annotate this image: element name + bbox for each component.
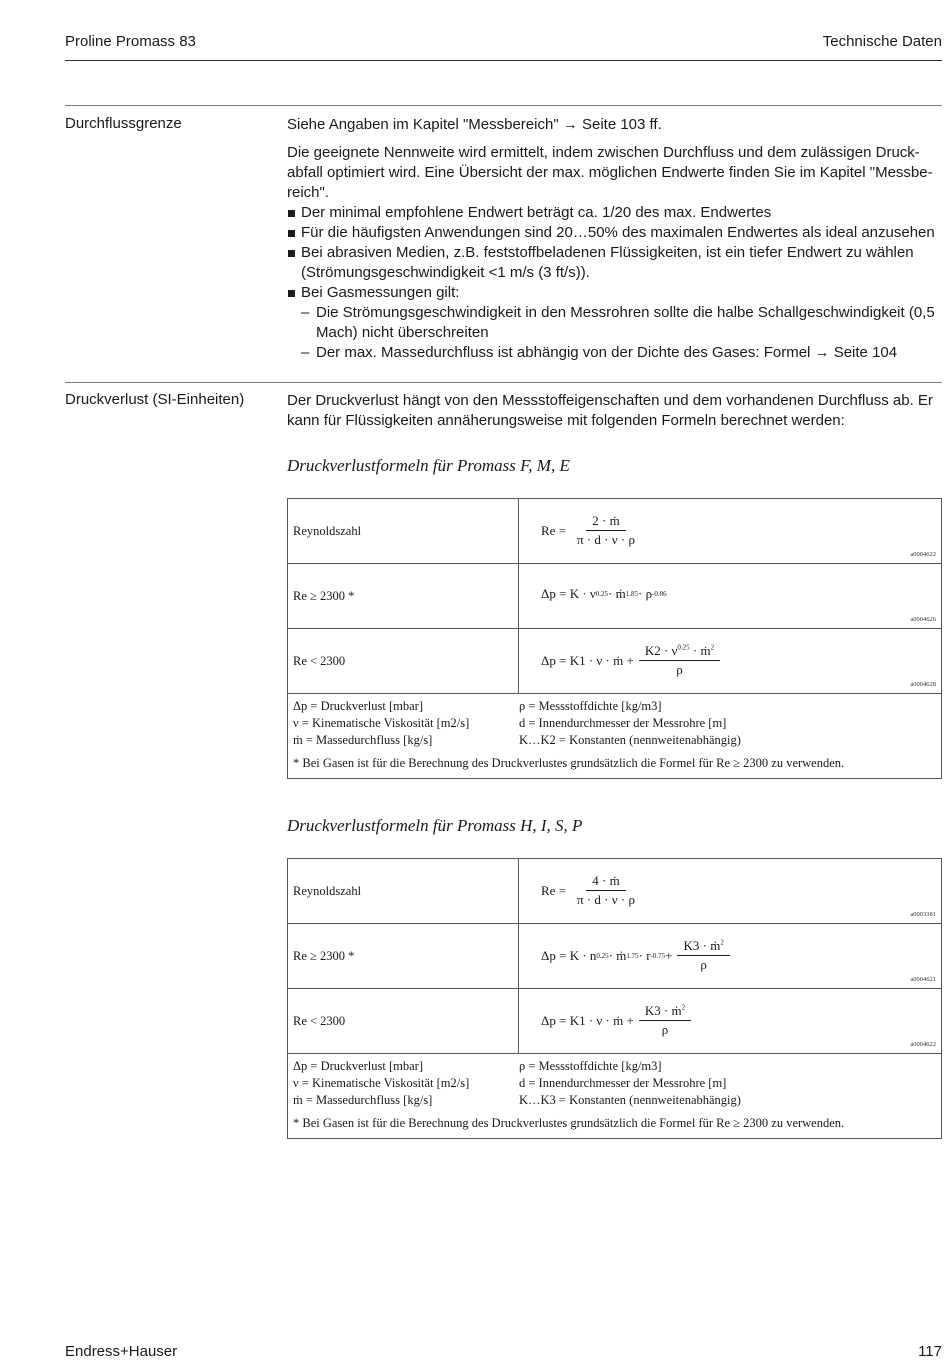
list-item (287, 283, 943, 363)
numerator-term: K3 · ṁ (683, 938, 721, 953)
formula-laminar (541, 643, 720, 678)
figure-code: a0003381 (910, 911, 936, 918)
formula-cell (519, 499, 942, 564)
section-label-druckverlust: Druckverlust (SI-Einheiten) (65, 391, 245, 408)
exponent: 1.85 (625, 590, 638, 598)
header-left: Proline Promass 83 (65, 33, 196, 50)
exponent: -0.86 (652, 590, 667, 598)
legend-item: Δp = Druckverlust [mbar] (293, 1059, 423, 1073)
formula-cell (519, 564, 942, 629)
formula-term: · ρ (638, 586, 653, 601)
list-item: Für die häufigsten Anwendungen sind 20…50% des maximalen Endwertes als ideal anzusehen (287, 223, 943, 243)
numerator-term: K3 · ṁ (644, 1003, 682, 1018)
exponent: 2 (710, 643, 715, 652)
formula-turbulent (541, 586, 667, 602)
exponent: 2 (681, 1003, 686, 1012)
row-label: Re < 2300 (288, 629, 519, 694)
page-number: 117 (918, 1343, 942, 1360)
legend-item: K…K2 = Konstanten (nennweitenabhängig) (519, 733, 741, 747)
numerator (639, 1003, 691, 1021)
row-label: Re ≥ 2300 * (288, 564, 519, 629)
formula-cell (519, 924, 942, 989)
list-item: Der minimal empfohlene Endwert beträgt ca. 1/20 des max. Endwertes (287, 203, 943, 223)
legend-item: ρ = Messstoffdichte [kg/m3] (519, 1059, 662, 1073)
header-right: Technische Daten (822, 33, 942, 50)
legend-cell (288, 694, 942, 779)
formula-lhs: Re = (541, 522, 567, 538)
formula-table-hisp (287, 858, 942, 1139)
header-rule (65, 60, 942, 61)
table-row (288, 499, 942, 564)
table-row (288, 989, 942, 1054)
table-row (288, 924, 942, 989)
numerator (639, 643, 720, 661)
formula-term: · r (638, 947, 651, 963)
table-row (288, 629, 942, 694)
numerator: 4 · ṁ (586, 873, 625, 891)
formula-cell (519, 629, 942, 694)
formula-term: · ṁ (608, 586, 626, 601)
formula-lhs: Δp = K · n (541, 947, 597, 963)
exponent: 0.25 (595, 590, 609, 598)
formula-lhs: Δp = K · ν (541, 586, 596, 601)
exponent: 2 (720, 938, 724, 947)
table-row (288, 564, 942, 629)
formula-lhs: Δp = K1 · ν · ṁ + (541, 652, 634, 668)
exponent: 0.25 (677, 643, 690, 652)
row-label: Reynoldszahl (288, 499, 519, 564)
exponent: 1.75 (626, 951, 639, 960)
section-label-durchflussgrenze: Durchflussgrenze (65, 115, 182, 132)
section-rule-1 (65, 105, 942, 106)
bullet-list (287, 203, 943, 363)
legend (293, 1058, 936, 1109)
formula-term: · ṁ (608, 947, 627, 963)
formula-reynolds (541, 873, 641, 908)
figure-code: a0004626 (910, 616, 936, 623)
denominator: ρ (676, 662, 683, 677)
footer-publisher: Endress+Hauser (65, 1343, 178, 1360)
table-note: * Bei Gasen ist für die Berechnung des Druckverlustes grundsätzlich die Formel für Re ≥ 2300 zu verwenden. (293, 1116, 845, 1130)
denominator: ρ (661, 1022, 669, 1037)
row-label: Re ≥ 2300 * (288, 924, 519, 989)
legend-item: ṁ = Massedurchfluss [kg/s] (293, 1093, 433, 1107)
formula-lhs: Re = (541, 882, 567, 898)
sub-bullet-list (301, 303, 943, 363)
formula-reynolds (541, 513, 641, 548)
list-item-text: Bei Gasmessungen gilt: (301, 284, 460, 301)
fraction (639, 643, 720, 678)
figure-code: a0004622 (910, 551, 936, 558)
legend-row (288, 1054, 942, 1139)
legend-item: ν = Kinematische Viskosität [m2/s] (293, 1076, 470, 1090)
formula-turbulent (541, 938, 730, 973)
legend-item: ṁ = Massedurchfluss [kg/s] (293, 733, 433, 747)
legend-item: Δp = Druckverlust [mbar] (293, 699, 423, 713)
formula-laminar (541, 1003, 691, 1038)
formula-term: + (665, 947, 673, 963)
legend-item: ν = Kinematische Viskosität [m2/s] (293, 716, 470, 730)
legend-row (288, 694, 942, 779)
figure-code: a0004622 (910, 1041, 936, 1048)
paragraph: Siehe Angaben im Kapitel "Messbereich" → Seite 103 ff. (287, 116, 662, 133)
section-rule-2 (65, 382, 942, 383)
formula-cell (519, 989, 942, 1054)
numerator-term: · ṁ (689, 643, 711, 658)
paragraph: Die geeignete Nennweite wird ermittelt, indem zwischen Durchfluss und dem zulässigen Druck-abfall optimiert wird. Eine Übersicht der max. möglichen Endwerte finden Sie im Kapitel "Messbe-reich". (287, 144, 933, 201)
formula-table-fme (287, 498, 942, 779)
sub-list-item: – Der max. Massedurchfluss ist abhängig von der Dichte des Gases: Formel → Seite 104 (301, 343, 943, 363)
table-note: * Bei Gasen ist für die Berechnung des Druckverlustes grundsätzlich die Formel für Re ≥ 2300 zu verwenden. (293, 756, 845, 770)
table-title-fme: Druckverlustformeln für Promass F, M, E (287, 456, 570, 475)
legend-item: d = Innendurchmesser der Messrohre [m] (519, 1076, 727, 1090)
section-body-druckverlust: Der Druckverlust hängt von den Messstoffeigenschaften und dem vorhandenen Durchfluss ab. Er kann für Flüssigkeiten annäherungsweise mit folgenden Formeln berechnet werden: (287, 392, 933, 429)
denominator: π · d · ν · ρ (577, 892, 635, 907)
numerator: 2 · ṁ (586, 513, 625, 531)
list-item: Bei abrasiven Medien, z.B. feststoffbeladenen Flüssigkeiten, ist ein tiefer Endwert zu wählen (Strömungsgeschwindigkeit <1 m/s (3 ft/s)). (287, 243, 943, 283)
exponent: 0.25 (596, 951, 609, 960)
fraction (677, 938, 729, 973)
formula-lhs: Δp = K1 · ν · ṁ + (541, 1012, 634, 1028)
fraction (571, 513, 641, 548)
figure-code: a0004628 (910, 681, 936, 688)
table-row (288, 859, 942, 924)
numerator (677, 938, 729, 956)
numerator-term: K2 · ν (644, 643, 678, 658)
figure-code: a0004621 (910, 976, 936, 983)
legend-item: ρ = Messstoffdichte [kg/m3] (519, 699, 662, 713)
row-label: Re < 2300 (288, 989, 519, 1054)
fraction (571, 873, 641, 908)
legend-item: K…K3 = Konstanten (nennweitenabhängig) (519, 1093, 741, 1107)
row-label: Reynoldszahl (288, 859, 519, 924)
exponent: -0.75 (650, 951, 666, 960)
denominator: ρ (700, 957, 707, 972)
fraction (639, 1003, 691, 1038)
formula-cell (519, 859, 942, 924)
legend (293, 698, 936, 749)
section-body-durchflussgrenze (287, 115, 943, 363)
legend-cell (288, 1054, 942, 1139)
table-title-hisp: Druckverlustformeln für Promass H, I, S, P (287, 816, 583, 835)
sub-list-item: – Die Strömungsgeschwindigkeit in den Messrohren sollte die halbe Schallgeschwindigkeit (0,5 Mach) nicht überschreiten (301, 303, 943, 343)
legend-item: d = Innendurchmesser der Messrohre [m] (519, 716, 727, 730)
denominator: π · d · ν · ρ (577, 532, 635, 547)
